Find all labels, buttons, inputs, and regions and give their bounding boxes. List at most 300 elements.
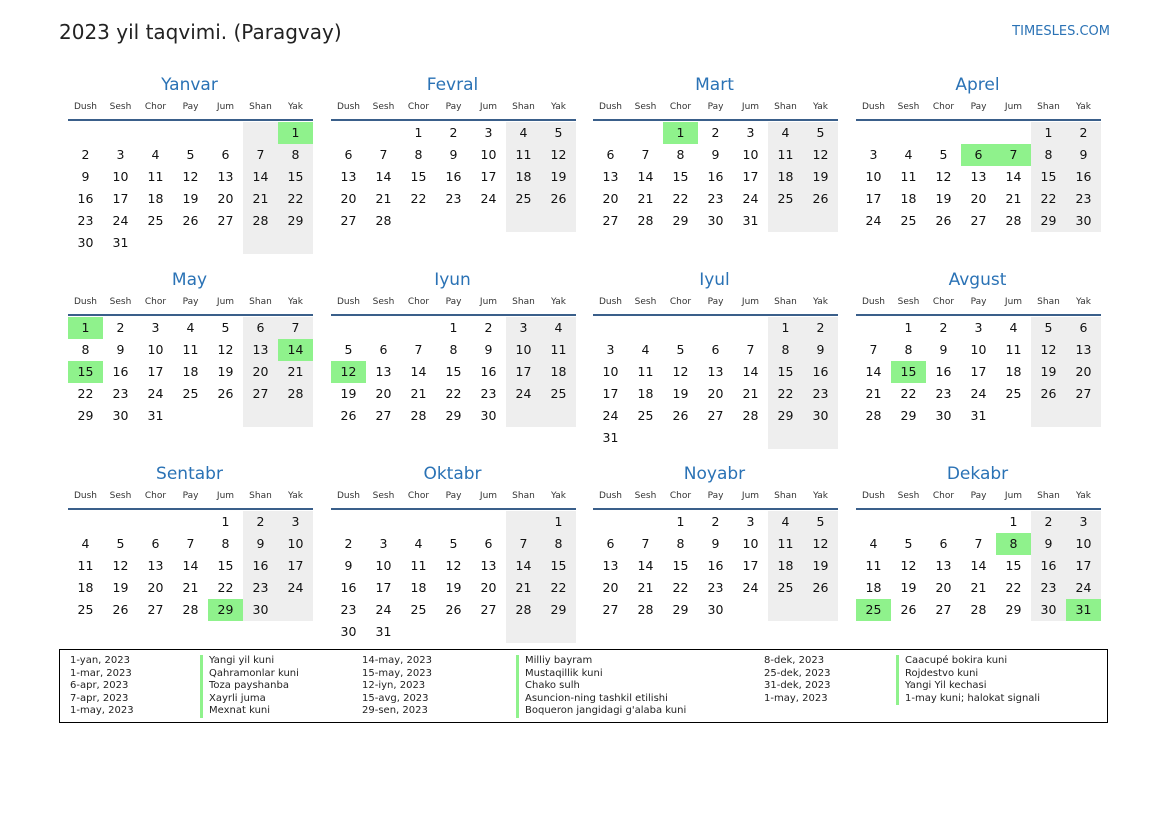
- empty-cell: [138, 232, 173, 254]
- weekday-label: Sesh: [372, 491, 395, 501]
- day-cell: 10: [970, 342, 987, 357]
- holiday-date: 7-apr, 2023: [70, 692, 129, 704]
- weekday-label: Sesh: [634, 102, 657, 112]
- empty-cell: [471, 511, 506, 533]
- day-cell: 26: [935, 213, 952, 228]
- day-cell: 18: [637, 386, 654, 401]
- day-cell: 27: [602, 602, 619, 617]
- day-cell: 26: [445, 602, 462, 617]
- empty-cell: [768, 210, 803, 232]
- day-cell: 13: [375, 364, 392, 379]
- day-cell: 6: [243, 317, 278, 339]
- day-cell: 15: [1031, 166, 1066, 188]
- empty-cell: [331, 317, 366, 339]
- day-cell: 2: [939, 320, 948, 335]
- day-cell: 10: [278, 533, 313, 555]
- weekday-label: Jum: [216, 297, 235, 307]
- day-cell: 8: [81, 342, 90, 357]
- day-cell: 29: [672, 602, 689, 617]
- empty-cell: [593, 317, 628, 339]
- day-cell: 10: [480, 147, 497, 162]
- weekday-label: Shan: [774, 491, 797, 501]
- day-cell: 14: [375, 169, 392, 184]
- day-cell: 28: [1005, 213, 1022, 228]
- day-cell: 5: [541, 122, 576, 144]
- holiday-name: Yangi Yil kechasi: [896, 680, 1040, 693]
- holiday-date: 31-dek, 2023: [764, 680, 831, 692]
- legend-names-col: [516, 655, 686, 718]
- day-cell: 5: [904, 536, 913, 551]
- month-name: Sentabr: [156, 464, 223, 484]
- weekday-label: Shan: [512, 297, 535, 307]
- month-name: Yanvar: [161, 75, 218, 95]
- day-cell: 22: [900, 386, 917, 401]
- weekday-header: [593, 97, 838, 121]
- day-cell: 9: [484, 342, 493, 357]
- day-cell: 21: [865, 386, 882, 401]
- empty-cell: [768, 599, 803, 621]
- day-cell: 27: [375, 408, 392, 423]
- day-cell: 7: [641, 147, 650, 162]
- weekday-label: Sesh: [109, 102, 132, 112]
- day-cell: 19: [541, 166, 576, 188]
- day-cell: 8: [676, 147, 685, 162]
- day-cell: 22: [768, 383, 803, 405]
- weekday-header: [856, 292, 1101, 316]
- day-cell: 27: [217, 213, 234, 228]
- empty-cell: [278, 232, 313, 254]
- weekday-label: Pay: [445, 102, 462, 112]
- day-cell: 27: [707, 408, 724, 423]
- weekday-label: Chor: [144, 102, 167, 112]
- day-cell: 20: [480, 580, 497, 595]
- day-cell: 6: [379, 342, 388, 357]
- day-cell: 30: [340, 624, 357, 639]
- day-cell: 17: [742, 169, 759, 184]
- empty-cell: [366, 122, 401, 144]
- day-cell: 24: [1066, 577, 1101, 599]
- day-cell: 28: [742, 408, 759, 423]
- empty-cell: [628, 511, 663, 533]
- month-name: Fevral: [426, 75, 479, 95]
- weekday-label: Sesh: [109, 491, 132, 501]
- empty-cell: [401, 317, 436, 339]
- day-cell: 11: [768, 144, 803, 166]
- day-cell: 4: [1009, 320, 1018, 335]
- holiday-name: Milliy bayram: [516, 655, 686, 668]
- day-cell: 1: [221, 514, 230, 529]
- day-cell: 3: [484, 125, 493, 140]
- weekday-header: [331, 292, 576, 316]
- month-name: Mart: [695, 75, 734, 95]
- day-cell: 13: [970, 169, 987, 184]
- day-cell: 12: [803, 144, 838, 166]
- day-cell: 1: [1031, 122, 1066, 144]
- month-name: Iyun: [434, 270, 471, 290]
- holiday-date: 15-may, 2023: [362, 667, 432, 679]
- day-cell: 25: [768, 577, 803, 599]
- day-cell: 15: [672, 169, 689, 184]
- empty-cell: [506, 511, 541, 533]
- day-cell: 22: [1031, 188, 1066, 210]
- weekday-label: Yak: [288, 297, 303, 307]
- weekday-label: Jum: [741, 297, 760, 307]
- weekday-label: Shan: [774, 297, 797, 307]
- weekday-label: Jum: [741, 491, 760, 501]
- day-cell: 10: [742, 147, 759, 162]
- empty-cell: [628, 122, 663, 144]
- day-cell: 9: [81, 169, 90, 184]
- day-grid: [593, 122, 838, 232]
- month-mart: [593, 73, 838, 232]
- empty-cell: [733, 599, 768, 621]
- holiday-date: 1-yan, 2023: [70, 655, 130, 666]
- day-cell: 2: [1031, 511, 1066, 533]
- day-cell: 4: [151, 147, 160, 162]
- day-cell: 24: [147, 386, 164, 401]
- day-cell: 5: [344, 342, 353, 357]
- day-cell: 12: [672, 364, 689, 379]
- day-cell: 17: [1066, 555, 1101, 577]
- month-oktabr: [331, 462, 576, 643]
- weekday-label: Dush: [598, 102, 623, 112]
- day-cell: 4: [81, 536, 90, 551]
- holiday-name: Caacupé bokira kuni: [896, 655, 1040, 668]
- holiday-date: 29-sen, 2023: [362, 705, 428, 717]
- day-cell: 28: [865, 408, 882, 423]
- day-cell: 14: [865, 364, 882, 379]
- day-cell: 6: [711, 342, 720, 357]
- weekday-label: Chor: [932, 102, 955, 112]
- day-cell: 13: [243, 339, 278, 361]
- day-grid: [68, 511, 313, 621]
- day-cell: 3: [151, 320, 160, 335]
- day-cell: 12: [445, 558, 462, 573]
- day-cell: 7: [414, 342, 423, 357]
- empty-cell: [138, 511, 173, 533]
- day-cell: 13: [602, 558, 619, 573]
- holiday-day: 25: [856, 599, 891, 621]
- day-cell: 3: [1066, 511, 1101, 533]
- empty-cell: [961, 122, 996, 144]
- day-cell: 28: [278, 383, 313, 405]
- empty-cell: [628, 317, 663, 339]
- day-cell: 12: [1031, 339, 1066, 361]
- weekday-label: Yak: [288, 491, 303, 501]
- day-cell: 25: [768, 188, 803, 210]
- holiday-name: Chako sulh: [516, 680, 686, 693]
- day-cell: 20: [375, 386, 392, 401]
- day-cell: 21: [375, 191, 392, 206]
- weekday-label: Shan: [249, 297, 272, 307]
- weekday-label: Shan: [1037, 297, 1060, 307]
- day-cell: 11: [147, 169, 164, 184]
- day-cell: 5: [939, 147, 948, 162]
- empty-cell: [471, 210, 506, 232]
- day-cell: 26: [803, 577, 838, 599]
- empty-cell: [68, 122, 103, 144]
- empty-cell: [856, 317, 891, 339]
- empty-cell: [138, 122, 173, 144]
- day-cell: 6: [606, 147, 615, 162]
- day-cell: 11: [506, 144, 541, 166]
- day-cell: 27: [340, 213, 357, 228]
- day-cell: 7: [641, 536, 650, 551]
- day-cell: 23: [803, 383, 838, 405]
- holiday-date: 1-mar, 2023: [70, 667, 132, 679]
- empty-cell: [208, 122, 243, 144]
- weekday-label: Shan: [1037, 491, 1060, 501]
- day-cell: 23: [707, 580, 724, 595]
- weekday-label: Jum: [216, 102, 235, 112]
- day-cell: 27: [935, 602, 952, 617]
- weekday-label: Pay: [182, 297, 199, 307]
- holiday-legend: [59, 649, 1108, 723]
- weekday-label: Pay: [970, 491, 987, 501]
- empty-cell: [926, 511, 961, 533]
- day-cell: 3: [278, 511, 313, 533]
- day-cell: 10: [1066, 533, 1101, 555]
- day-cell: 20: [602, 191, 619, 206]
- month-aprel: [856, 73, 1101, 232]
- weekday-label: Yak: [1076, 297, 1091, 307]
- day-cell: 19: [803, 166, 838, 188]
- weekday-label: Jum: [479, 102, 498, 112]
- weekday-label: Chor: [932, 297, 955, 307]
- day-cell: 16: [445, 169, 462, 184]
- month-iyul: [593, 268, 838, 449]
- weekday-label: Jum: [1004, 297, 1023, 307]
- day-cell: 20: [340, 191, 357, 206]
- day-cell: 17: [602, 386, 619, 401]
- weekday-label: Chor: [144, 297, 167, 307]
- empty-cell: [996, 405, 1031, 427]
- empty-cell: [401, 511, 436, 533]
- holiday-date: 6-apr, 2023: [70, 680, 129, 692]
- weekday-label: Shan: [512, 491, 535, 501]
- day-cell: 10: [506, 339, 541, 361]
- day-cell: 24: [480, 191, 497, 206]
- empty-cell: [1066, 405, 1101, 427]
- day-cell: 14: [182, 558, 199, 573]
- day-cell: 20: [217, 191, 234, 206]
- day-cell: 18: [768, 555, 803, 577]
- weekday-label: Sesh: [109, 297, 132, 307]
- day-cell: 8: [221, 536, 230, 551]
- day-cell: 4: [869, 536, 878, 551]
- day-cell: 18: [900, 191, 917, 206]
- day-cell: 17: [480, 169, 497, 184]
- empty-cell: [208, 405, 243, 427]
- day-cell: 29: [900, 408, 917, 423]
- day-cell: 31: [147, 408, 164, 423]
- month-name: Dekabr: [946, 464, 1009, 484]
- day-cell: 27: [602, 213, 619, 228]
- day-cell: 13: [1066, 339, 1101, 361]
- day-cell: 30: [77, 235, 94, 250]
- day-cell: 13: [340, 169, 357, 184]
- holiday-date: 25-dek, 2023: [764, 667, 831, 679]
- day-cell: 29: [278, 210, 313, 232]
- weekday-label: Yak: [813, 102, 828, 112]
- legend-dates-col: [70, 655, 134, 718]
- day-cell: 3: [974, 320, 983, 335]
- page-title: 2023 yil taqvimi. (Paragvay): [59, 20, 342, 44]
- day-cell: 10: [865, 169, 882, 184]
- day-cell: 9: [1066, 144, 1101, 166]
- day-cell: 5: [449, 536, 458, 551]
- day-cell: 7: [186, 536, 195, 551]
- empty-cell: [663, 317, 698, 339]
- holiday-day: 14: [278, 339, 313, 361]
- day-cell: 17: [970, 364, 987, 379]
- day-cell: 21: [243, 188, 278, 210]
- day-cell: 22: [1005, 580, 1022, 595]
- day-cell: 30: [1031, 599, 1066, 621]
- empty-cell: [436, 621, 471, 643]
- day-cell: 20: [602, 580, 619, 595]
- holiday-day: 1: [68, 317, 103, 339]
- empty-cell: [243, 122, 278, 144]
- day-cell: 16: [935, 364, 952, 379]
- day-cell: 21: [637, 191, 654, 206]
- weekday-label: Dush: [861, 297, 886, 307]
- weekday-header: [68, 486, 313, 510]
- site-link[interactable]: TIMESLES.COM: [1012, 24, 1110, 39]
- day-cell: 7: [869, 342, 878, 357]
- day-cell: 11: [77, 558, 94, 573]
- day-cell: 31: [742, 213, 759, 228]
- holiday-name: Asuncion-ning tashkil etilishi: [516, 693, 686, 706]
- empty-cell: [506, 405, 541, 427]
- day-cell: 13: [147, 558, 164, 573]
- day-cell: 12: [900, 558, 917, 573]
- empty-cell: [68, 511, 103, 533]
- day-cell: 10: [147, 342, 164, 357]
- empty-cell: [803, 599, 838, 621]
- weekday-label: Jum: [216, 491, 235, 501]
- legend-dates-col: [362, 655, 432, 718]
- empty-cell: [733, 317, 768, 339]
- day-cell: 3: [606, 342, 615, 357]
- day-cell: 26: [217, 386, 234, 401]
- day-cell: 19: [672, 386, 689, 401]
- day-cell: 25: [506, 188, 541, 210]
- day-cell: 3: [746, 125, 755, 140]
- day-cell: 31: [112, 235, 129, 250]
- empty-cell: [173, 232, 208, 254]
- day-cell: 28: [637, 602, 654, 617]
- day-cell: 15: [541, 555, 576, 577]
- day-cell: 24: [970, 386, 987, 401]
- day-cell: 13: [707, 364, 724, 379]
- empty-cell: [628, 427, 663, 449]
- day-cell: 22: [77, 386, 94, 401]
- day-cell: 10: [112, 169, 129, 184]
- weekday-label: Chor: [669, 297, 692, 307]
- month-noyabr: [593, 462, 838, 621]
- holiday-name: Rojdestvo kuni: [896, 668, 1040, 681]
- day-cell: 20: [970, 191, 987, 206]
- holiday-name: Yangi yil kuni: [200, 655, 299, 668]
- day-cell: 23: [77, 213, 94, 228]
- day-cell: 1: [768, 317, 803, 339]
- weekday-label: Yak: [813, 297, 828, 307]
- empty-cell: [541, 621, 576, 643]
- empty-cell: [926, 122, 961, 144]
- empty-cell: [698, 317, 733, 339]
- month-sentabr: [68, 462, 313, 621]
- empty-cell: [891, 511, 926, 533]
- weekday-label: Pay: [182, 491, 199, 501]
- weekday-label: Dush: [73, 297, 98, 307]
- weekday-label: Yak: [1076, 491, 1091, 501]
- day-cell: 11: [865, 558, 882, 573]
- weekday-label: Dush: [861, 491, 886, 501]
- day-cell: 23: [1066, 188, 1101, 210]
- day-cell: 26: [340, 408, 357, 423]
- empty-cell: [331, 122, 366, 144]
- day-cell: 26: [672, 408, 689, 423]
- empty-cell: [541, 210, 576, 232]
- holiday-day: 8: [996, 533, 1031, 555]
- day-cell: 10: [375, 558, 392, 573]
- empty-cell: [733, 427, 768, 449]
- day-cell: 14: [506, 555, 541, 577]
- day-cell: 29: [77, 408, 94, 423]
- holiday-day: 15: [68, 361, 103, 383]
- day-cell: 21: [182, 580, 199, 595]
- month-yanvar: [68, 73, 313, 254]
- day-cell: 18: [506, 166, 541, 188]
- holiday-date: 1-may, 2023: [70, 705, 134, 717]
- day-cell: 30: [112, 408, 129, 423]
- holiday-day: 29: [208, 599, 243, 621]
- day-cell: 6: [221, 147, 230, 162]
- empty-cell: [401, 621, 436, 643]
- day-cell: 16: [112, 364, 129, 379]
- day-cell: 15: [410, 169, 427, 184]
- day-cell: 9: [243, 533, 278, 555]
- day-cell: 26: [541, 188, 576, 210]
- day-grid: [331, 317, 576, 427]
- empty-cell: [961, 511, 996, 533]
- day-cell: 29: [1031, 210, 1066, 232]
- day-cell: 10: [742, 536, 759, 551]
- weekday-header: [68, 97, 313, 121]
- day-cell: 2: [711, 125, 720, 140]
- holiday-day: 31: [1066, 599, 1101, 621]
- weekday-header: [856, 486, 1101, 510]
- holiday-day: 1: [278, 122, 313, 144]
- day-cell: 2: [803, 317, 838, 339]
- day-grid: [856, 511, 1101, 621]
- weekday-label: Chor: [932, 491, 955, 501]
- weekday-label: Shan: [774, 102, 797, 112]
- day-cell: 26: [803, 188, 838, 210]
- day-cell: 16: [77, 191, 94, 206]
- empty-cell: [891, 122, 926, 144]
- weekday-label: Yak: [551, 297, 566, 307]
- day-grid: [856, 317, 1101, 427]
- day-cell: 27: [1066, 383, 1101, 405]
- holiday-name: Xayrli juma: [200, 693, 299, 706]
- holiday-date: 14-may, 2023: [362, 655, 432, 666]
- holiday-name: 1-may kuni; halokat signali: [896, 693, 1040, 706]
- day-cell: 11: [768, 533, 803, 555]
- empty-cell: [593, 122, 628, 144]
- day-cell: 27: [970, 213, 987, 228]
